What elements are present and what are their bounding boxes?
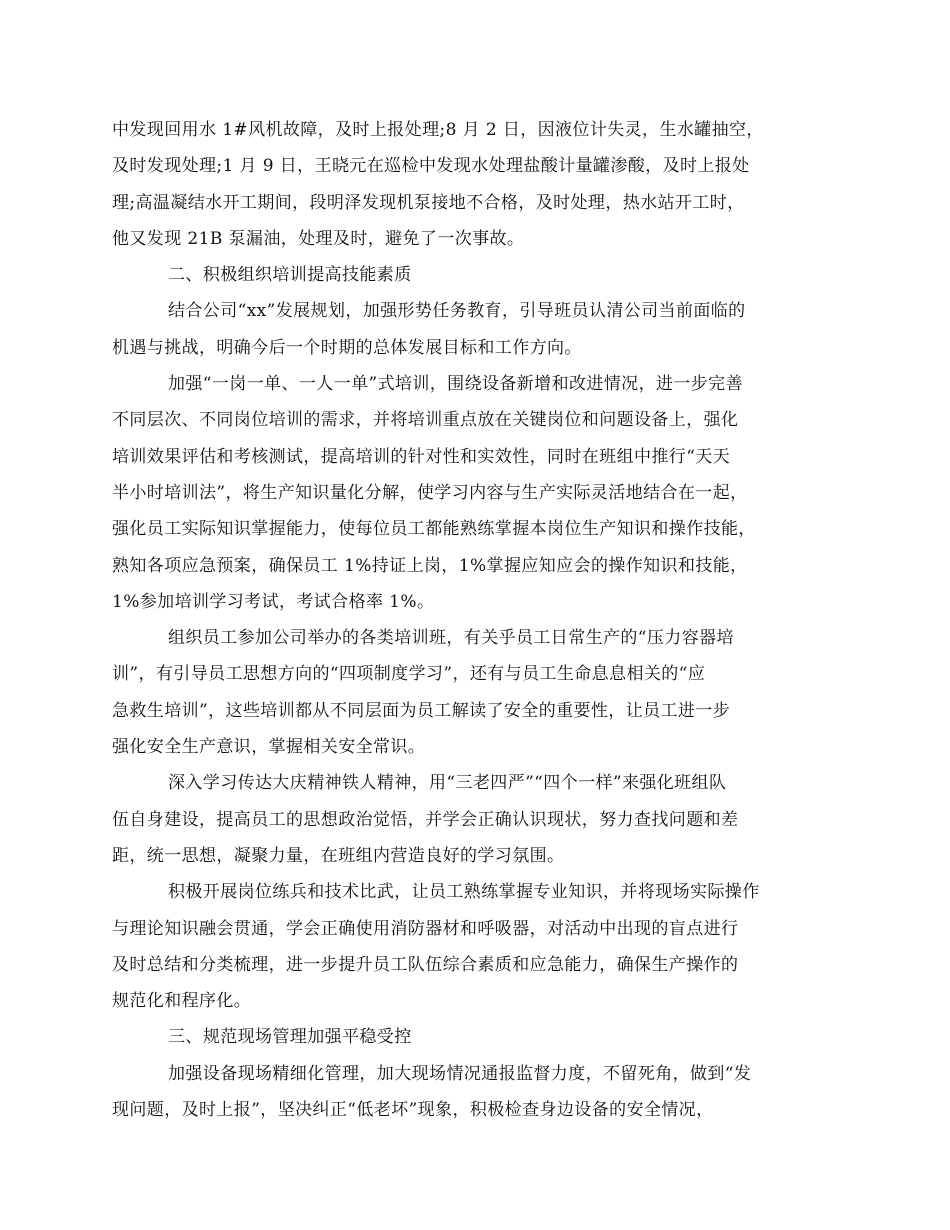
text-line: 强化员工实际知识掌握能力，使每位员工都能熟练掌握本岗位生产知识和操作技能，	[112, 519, 756, 540]
text-line: 加强“一岗一单、一人一单”式培训，围绕设备新增和改进情况，进一步完善	[168, 374, 743, 395]
text-line: 组织员工参加公司举办的各类培训班，有关乎员工日常生产的“压力容器培	[168, 628, 734, 649]
text-line: 结合公司“xx”发展规划，加强形势任务教育，引导班员认清公司当前面临的	[168, 301, 746, 322]
text-line: 1%参加培训学习考试，考试合格率 1%。	[112, 591, 435, 612]
text-line: 半小时培训法”，将生产知识量化分解，使学习内容与生产实际灵活地结合在一起，	[112, 482, 748, 503]
text-line: 理;高温凝结水开工期间，段明泽发现机泵接地不合格，及时处理，热水站开工时，	[112, 192, 745, 213]
text-line: 强化安全生产意识，掌握相关安全常识。	[112, 737, 426, 758]
text-line: 规范化和程序化。	[112, 991, 252, 1012]
text-line: 积极开展岗位练兵和技术比武，让员工熟练掌握专业知识，并将现场实际操作	[168, 882, 760, 903]
text-line: 训”，有引导员工思想方向的“四项制度学习”，还有与员工生命息息相关的“应	[112, 664, 706, 685]
section-heading: 二、积极组织培训提高技能素质	[168, 265, 412, 286]
text-line: 中发现回用水 1#风机故障，及时上报处理;8 月 2 日，因液位计失灵，生水罐抽空，	[112, 120, 764, 140]
text-line: 他又发现 21B 泵漏油，处理及时，避免了一次事故。	[112, 228, 525, 249]
text-line: 加强设备现场精细化管理，加大现场情况通报监督力度，不留死角，做到“发	[168, 1063, 752, 1084]
text-line: 距，统一思想，凝聚力量，在班组内营造良好的学习氛围。	[112, 845, 565, 866]
text-line: 急救生培训”，这些培训都从不同层面为员工解读了安全的重要性，让员工进一步	[112, 700, 731, 721]
text-line: 熟知各项应急预案，确保员工 1%持证上岗，1%掌握应知应会的操作知识和技能，	[112, 555, 748, 576]
text-line: 机遇与挑战，明确今后一个时期的总体发展目标和工作方向。	[112, 337, 582, 358]
text-line: 及时发现处理;1 月 9 日，王晓元在巡检中发现水处理盐酸计量罐渗酸，及时上报处	[112, 156, 750, 177]
text-line: 伍自身建设，提高员工的思想政治觉悟，并学会正确认识现状，努力查找问题和差	[112, 809, 739, 830]
text-line: 培训效果评估和考核测试，提高培训的针对性和实效性，同时在班组中推行“天天	[112, 446, 731, 467]
text-line: 深入学习传达大庆精神铁人精神，用“三老四严”“四个一样”来强化班组队	[168, 773, 727, 794]
text-line: 及时总结和分类梳理，进一步提升员工队伍综合素质和应急能力，确保生产操作的	[112, 954, 739, 975]
text-line: 不同层次、不同岗位培训的需求，并将培训重点放在关键岗位和问题设备上，强化	[112, 410, 739, 431]
section-heading: 三、规范现场管理加强平稳受控	[168, 1027, 412, 1048]
text-line: 现问题，及时上报”，坚决纠正“低老坏”现象，积极检查身边设备的安全情况，	[112, 1100, 714, 1121]
document-body	[112, 112, 832, 1128]
text-line: 与理论知识融会贯通，学会正确使用消防器材和呼吸器，对活动中出现的盲点进行	[112, 918, 739, 939]
